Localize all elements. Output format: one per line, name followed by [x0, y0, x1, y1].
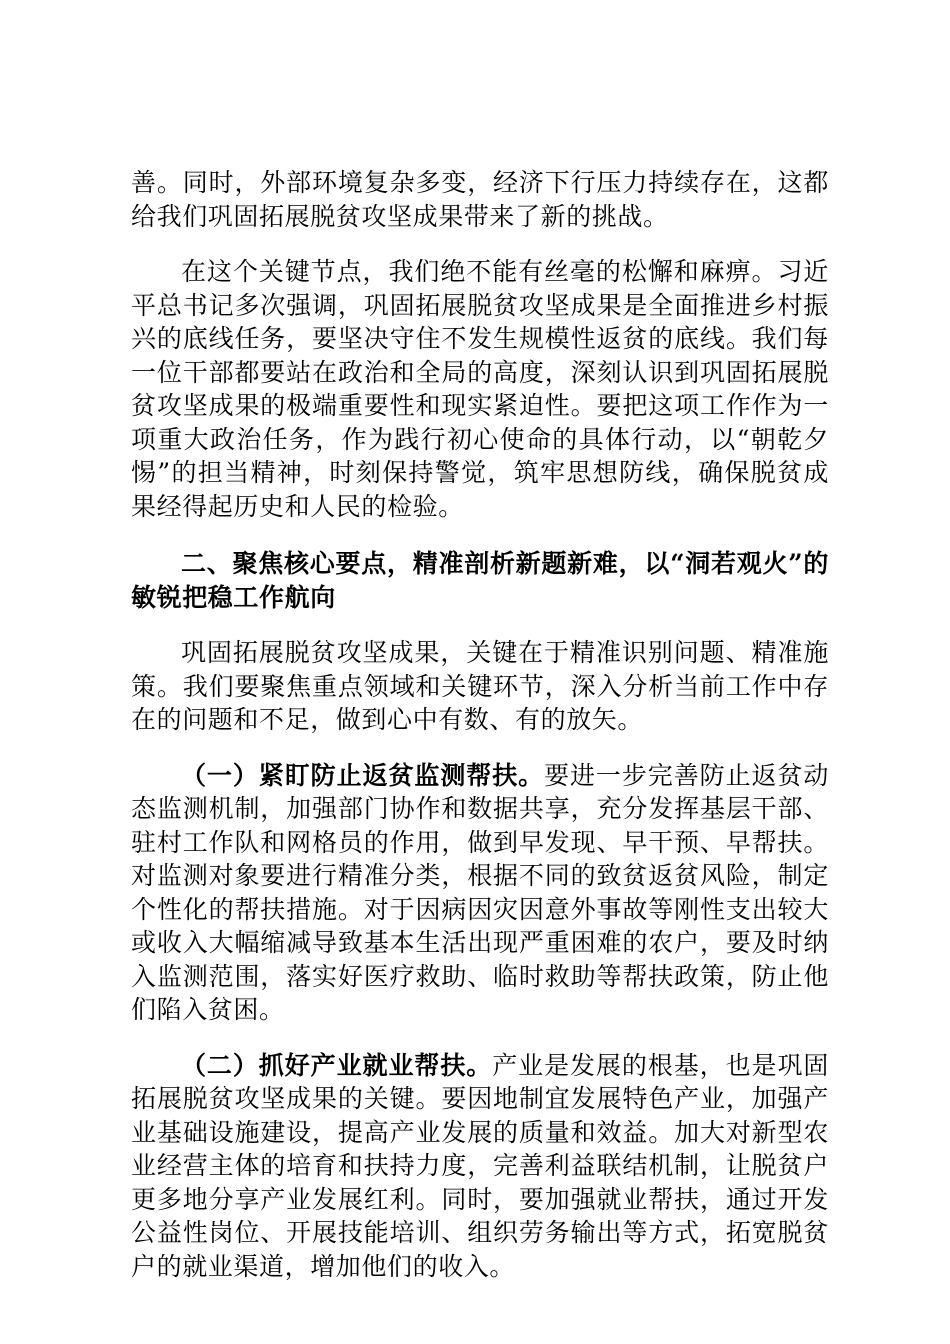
item-2-body: 产业是发展的根基，也是巩固拓展脱贫攻坚成果的关键。要因地制宜发展特色产业，加强产业基础设施建设，提高产业发展的质量和效益。加大对新型农业经营主体的培育和扶持力度，完善利益联结机制，让脱贫户更多地分享产业发展红利。同时，要加强就业帮扶，通过开发公益性岗位、开展技能培训、组织劳务输出等方式，拓宽脱贫户的就业渠道，增加他们的收入。 [131, 1050, 829, 1281]
section-heading-2: 二、聚焦核心要点，精准剖析新题新难，以“洞若观火”的敏锐把稳工作航向 [131, 549, 829, 612]
item-1-lead: （一）紧盯防止返贫监测帮扶。 [181, 760, 545, 790]
item-1-body: 要进一步完善防止返贫动态监测机制，加强部门协作和数据共享，充分发挥基层干部、驻村工作队和网格员的作用，做到早发现、早干预、早帮扶。对监测对象要进行精准分类，根据不同的致贫返贫风险，制定个性化的帮扶措施。对于因病因灾因意外事故等刚性支出较大或收入大幅缩减导致基本生活出现严重困难的农户，要及时纳入监测范围，落实好医疗救助、临时救助等帮扶政策，防止他们陷入贫困。 [131, 760, 829, 1024]
paragraph-item-2 [131, 1049, 829, 1284]
paragraph-continuation: 善。同时，外部环境复杂多变，经济下行压力持续存在，这都给我们巩固拓展脱贫攻坚成果带来了新的挑战。 [131, 168, 829, 231]
paragraph-key-juncture: 在这个关键节点，我们绝不能有丝毫的松懈和麻痹。习近平总书记多次强调，巩固拓展脱贫攻坚成果是全面推进乡村振兴的底线任务，要坚决守住不发生规模性返贫的底线。我们每一位干部都要站在政治和全局的高度，深刻认识到巩固拓展脱贫攻坚成果的极端重要性和现实紧迫性。要把这项工作作为一项重大政治任务，作为践行初心使命的具体行动，以“朝乾夕惕”的担当精神，时刻保持警觉，筑牢思想防线，确保脱贫成果经得起历史和人民的检验。 [131, 257, 829, 521]
paragraph-section-intro: 巩固拓展脱贫攻坚成果，关键在于精准识别问题、精准施策。我们要聚焦重点领域和关键环节，深入分析当前工作中存在的问题和不足，做到心中有数、有的放矢。 [131, 638, 829, 734]
paragraph-item-1 [131, 759, 829, 1027]
item-2-lead: （二）抓好产业就业帮扶。 [181, 1050, 493, 1080]
document-page [131, 166, 829, 1283]
